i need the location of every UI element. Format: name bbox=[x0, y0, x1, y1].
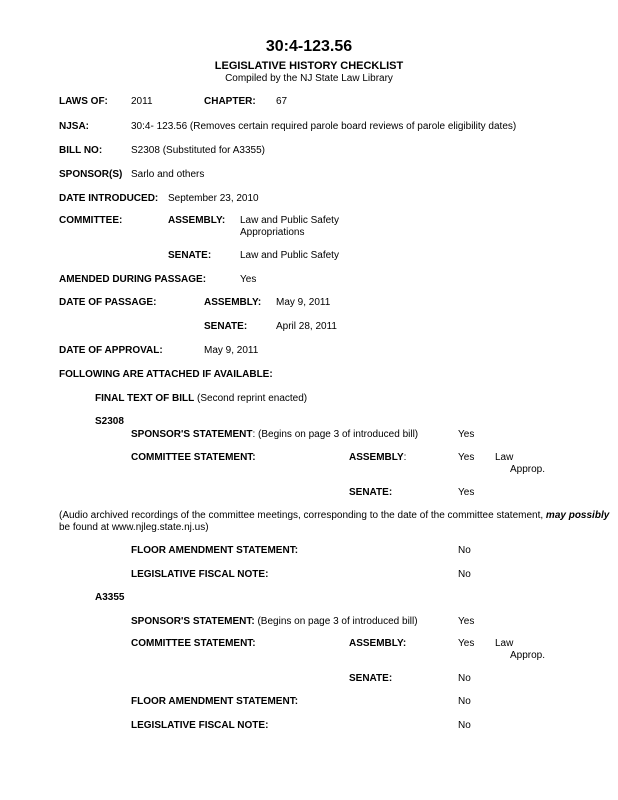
date-of-approval-label: DATE OF APPROVAL: bbox=[59, 345, 163, 356]
a3355-assembly-label: ASSEMBLY: bbox=[349, 638, 407, 649]
passage-senate-label: SENATE: bbox=[204, 321, 248, 332]
s2308-assembly bbox=[349, 452, 406, 464]
s2308-sponsor-statement-label: SPONSOR'S STATEMENT bbox=[131, 429, 253, 440]
s2308-assembly-label: ASSEMBLY bbox=[349, 452, 404, 463]
final-text-value: (Second reprint enacted) bbox=[197, 393, 308, 404]
s2308-assembly-committee-1: Law bbox=[495, 452, 514, 463]
s2308-floor-amendment-value: No bbox=[458, 545, 471, 556]
s2308-senate-label: SENATE: bbox=[349, 487, 393, 498]
a3355-assembly-committee-2: Approp. bbox=[510, 650, 546, 661]
passage-assembly-label: ASSEMBLY: bbox=[204, 297, 262, 308]
document-title: 30:4-123.56 bbox=[265, 38, 353, 55]
amended-label: AMENDED DURING PASSAGE: bbox=[59, 274, 207, 285]
date-of-passage-label: DATE OF PASSAGE: bbox=[59, 297, 157, 308]
audio-note-prefix: (Audio archived recordings of the committee meetings, corresponding to the date of the committee statement, bbox=[59, 510, 546, 521]
a3355-assembly-value: Yes bbox=[458, 638, 475, 649]
passage-assembly-value: May 9, 2011 bbox=[276, 297, 331, 308]
amended-value: Yes bbox=[240, 274, 257, 285]
s2308-assembly-value: Yes bbox=[458, 452, 475, 463]
compiled-by: Compiled by the NJ State Law Library bbox=[225, 73, 393, 84]
bill-no-label: BILL NO: bbox=[59, 145, 103, 156]
a3355-sponsor-statement-value: Yes bbox=[458, 616, 475, 627]
njsa-label: NJSA: bbox=[59, 121, 90, 132]
final-text-label: FINAL TEXT OF BILL bbox=[95, 393, 195, 404]
a3355-fiscal-note-label: LEGISLATIVE FISCAL NOTE: bbox=[131, 720, 269, 731]
committee-senate-label: SENATE: bbox=[168, 250, 212, 261]
s2308-senate-value: Yes bbox=[458, 487, 475, 498]
a3355-assembly-committee-1: Law bbox=[495, 638, 514, 649]
a3355-senate-label: SENATE: bbox=[349, 673, 393, 684]
date-introduced-label: DATE INTRODUCED: bbox=[59, 193, 159, 204]
a3355-floor-amendment-value: No bbox=[458, 696, 471, 707]
committee-assembly-value-1: Law and Public Safety bbox=[240, 215, 339, 226]
committee-label: COMMITTEE: bbox=[59, 215, 123, 226]
attached-heading: FOLLOWING ARE ATTACHED IF AVAILABLE: bbox=[59, 369, 273, 380]
s2308-heading: S2308 bbox=[95, 416, 124, 427]
s2308-committee-statement-label: COMMITTEE STATEMENT: bbox=[131, 452, 256, 463]
a3355-committee-statement-label: COMMITTEE STATEMENT: bbox=[131, 638, 256, 649]
audio-note-line-2: be found at www.njleg.state.nj.us) bbox=[59, 522, 209, 533]
s2308-sponsor-statement-value: Yes bbox=[458, 429, 475, 440]
sponsor-value: Sarlo and others bbox=[131, 169, 205, 180]
a3355-sponsor-statement bbox=[131, 616, 418, 628]
sponsor-label: SPONSOR(S) bbox=[59, 169, 123, 180]
committee-senate-value: Law and Public Safety bbox=[240, 250, 339, 261]
laws-of-label: LAWS OF: bbox=[59, 96, 108, 107]
a3355-senate-value: No bbox=[458, 673, 471, 684]
document-subtitle: LEGISLATIVE HISTORY CHECKLIST bbox=[214, 60, 404, 72]
s2308-fiscal-note-label: LEGISLATIVE FISCAL NOTE: bbox=[131, 569, 269, 580]
date-introduced-value: September 23, 2010 bbox=[168, 193, 259, 204]
chapter-label: CHAPTER: bbox=[204, 96, 256, 107]
a3355-heading: A3355 bbox=[95, 592, 125, 603]
s2308-sponsor-statement-note: : (Begins on page 3 of introduced bill) bbox=[252, 429, 419, 440]
laws-of-value: 2011 bbox=[131, 96, 153, 107]
date-of-approval-value: May 9, 2011 bbox=[204, 345, 259, 356]
bill-no-value: S2308 (Substituted for A3355) bbox=[131, 145, 265, 156]
a3355-sponsor-statement-note: (Begins on page 3 of introduced bill) bbox=[257, 616, 418, 627]
s2308-fiscal-note-value: No bbox=[458, 569, 471, 580]
committee-assembly-label: ASSEMBLY: bbox=[168, 215, 226, 226]
audio-note-emphasis: may possibly bbox=[545, 510, 610, 521]
passage-senate-value: April 28, 2011 bbox=[276, 321, 337, 332]
s2308-assembly-committee-2: Approp. bbox=[510, 464, 546, 475]
a3355-fiscal-note-value: No bbox=[458, 720, 471, 731]
audio-note-line-1 bbox=[59, 510, 609, 522]
s2308-floor-amendment-label: FLOOR AMENDMENT STATEMENT: bbox=[131, 545, 299, 556]
chapter-value: 67 bbox=[276, 96, 288, 107]
a3355-sponsor-statement-label: SPONSOR'S STATEMENT: bbox=[131, 616, 255, 627]
s2308-assembly-colon: : bbox=[403, 452, 407, 463]
s2308-sponsor-statement bbox=[131, 429, 418, 441]
committee-assembly-value-2: Appropriations bbox=[240, 227, 305, 238]
njsa-value: 30:4- 123.56 (Removes certain required parole board reviews of parole eligibility dates) bbox=[131, 121, 517, 132]
a3355-floor-amendment-label: FLOOR AMENDMENT STATEMENT: bbox=[131, 696, 299, 707]
final-text-line bbox=[95, 393, 307, 405]
